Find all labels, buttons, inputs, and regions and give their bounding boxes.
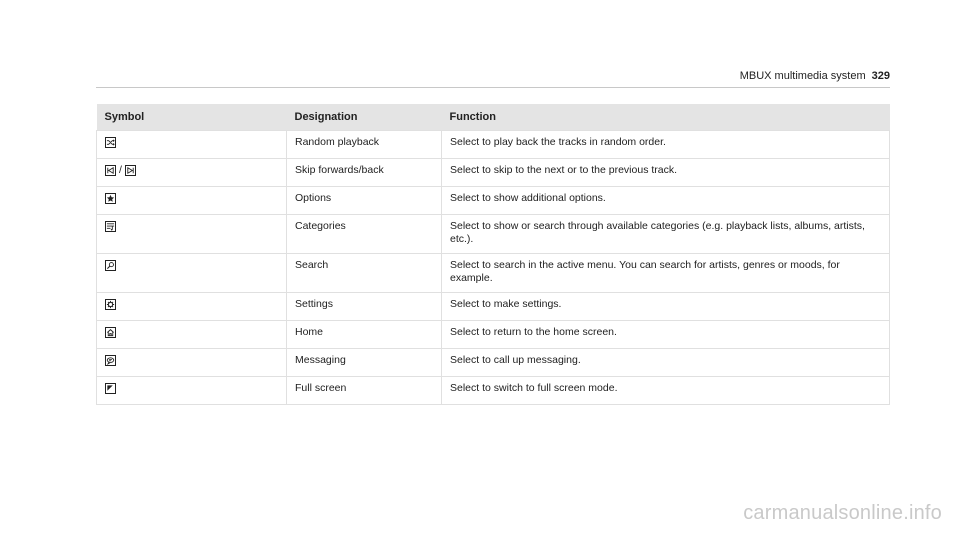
function-cell: Select to make settings. [442,293,890,321]
designation-cell: Search [287,254,442,293]
designation-cell: Full screen [287,377,442,405]
watermark: carmanualsonline.info [743,502,942,524]
function-cell: Select to return to the home screen. [442,321,890,349]
categories-list-icon [105,221,116,232]
designation-cell: Home [287,321,442,349]
table-row [97,187,890,215]
settings-gear-icon [105,299,116,310]
table-row [97,159,890,187]
table-row [97,293,890,321]
shuffle-icon [105,137,116,148]
home-icon [105,327,116,338]
full-screen-icon [105,383,116,394]
function-cell: Select to switch to full screen mode. [442,377,890,405]
symbol-cell [97,321,287,349]
table-header-row [97,104,890,131]
symbol-cell [97,131,287,159]
symbol-table [96,104,890,405]
designation-cell: Messaging [287,349,442,377]
function-cell: Select to skip to the next or to the previous track. [442,159,890,187]
section-title: MBUX multimedia system [739,70,866,82]
table-row [97,131,890,159]
page-number: 329 [871,70,890,82]
function-cell: Select to play back the tracks in random order. [442,131,890,159]
symbol-cell [97,187,287,215]
slash-separator: / [119,164,122,176]
star-icon [105,193,116,204]
table-row [97,349,890,377]
function-cell: Select to show additional options. [442,187,890,215]
table-row [97,321,890,349]
symbol-cell [97,254,287,293]
symbol-cell [97,293,287,321]
messaging-icon [105,355,116,366]
search-icon [105,260,116,271]
table-row [97,254,890,293]
column-header-function: Function [442,104,890,131]
column-header-designation: Designation [287,104,442,131]
designation-cell: Categories [287,215,442,254]
table-row [97,377,890,405]
function-cell: Select to show or search through available categories (e.g. playback lists, albums, artists, etc.). [442,215,890,254]
skip-forward-icon [125,165,136,176]
symbol-cell [97,159,287,187]
designation-cell: Options [287,187,442,215]
column-header-symbol: Symbol [97,104,287,131]
designation-cell: Settings [287,293,442,321]
header-divider [96,87,890,88]
table-row [97,215,890,254]
function-cell: Select to search in the active menu. You can search for artists, genres or moods, for example. [442,254,890,293]
function-cell: Select to call up messaging. [442,349,890,377]
designation-cell: Skip forwards/back [287,159,442,187]
skip-back-icon [105,165,116,176]
page-header [740,70,890,82]
symbol-cell [97,349,287,377]
designation-cell: Random playback [287,131,442,159]
symbol-cell [97,377,287,405]
symbol-cell [97,215,287,254]
